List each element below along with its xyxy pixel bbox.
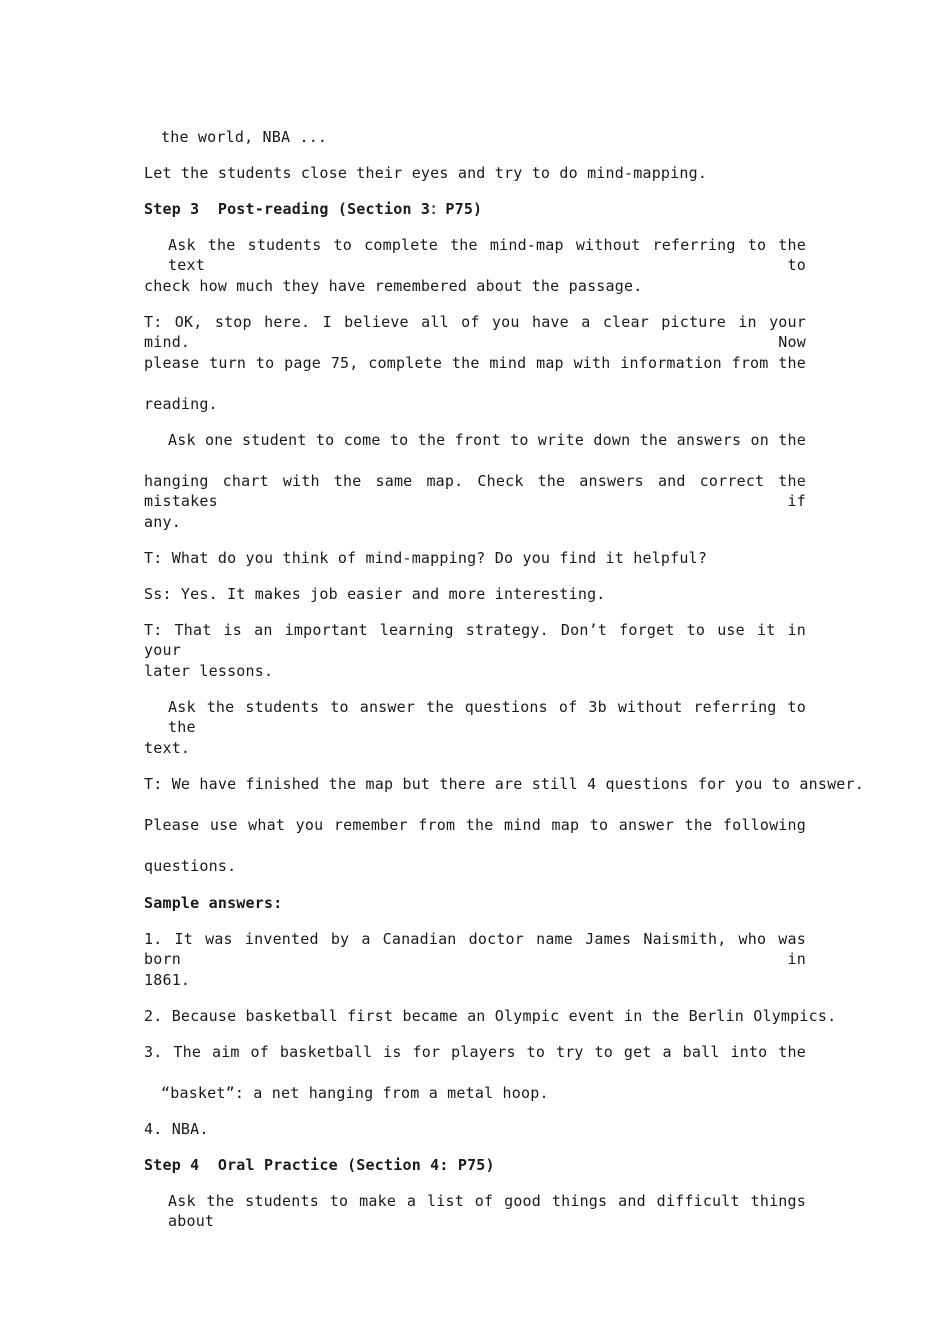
text-line: Ss: Yes. It makes job easier and more interesting. [144,585,606,603]
text-line: reading. [144,395,218,413]
text-line: please turn to page 75, complete the mind map with information from the [144,354,806,372]
text-line: questions. [144,857,237,875]
answer-2: 2. Because basketball first became an Olympic event in the Berlin Olympics. [144,1007,837,1025]
text-line: check how much they have remembered about the passage. [144,277,643,295]
text-line: Please use what you remember from the mind map to answer the following [144,816,806,834]
text-line: Let the students close their eyes and try to do mind-mapping. [144,164,708,182]
answer-1-cont: 1861. [144,971,191,989]
step4-heading: Step 4 Oral Practice (Section 4: P75) [144,1156,495,1174]
answer-1: 1. It was invented by a Canadian doctor name James Naismith, who was born in [144,930,806,968]
answer-4: 4. NBA. [144,1120,209,1138]
step3-heading: Step 3 Post-reading (Section 3：P75) [144,200,483,218]
text-line: any. [144,513,181,531]
text-line: later lessons. [144,662,274,680]
text-line: Ask one student to come to the front to write down the answers on the [168,431,806,449]
text-line: T: That is an important learning strategy. Don’t forget to use it in your [144,621,806,659]
text-line: T: OK, stop here. I believe all of you have a clear picture in your mind. Now [144,313,806,351]
text-line: T: We have finished the map but there are still 4 questions for you to answer. [144,775,864,793]
sample-answers-heading: Sample answers: [144,894,283,912]
text-line: Ask the students to make a list of good things and difficult things about [168,1192,806,1230]
text-line: Ask the students to answer the questions of 3b without referring to the [168,698,806,736]
text-line: hanging chart with the same map. Check the answers and correct the mistakes if [144,472,806,510]
text-line: Ask the students to complete the mind-map without referring to the text to [168,236,806,274]
text-line: the world, NBA ... [161,128,328,146]
answer-3-cont: “basket”: a net hanging from a metal hoop. [161,1084,549,1102]
answer-3: 3. The aim of basketball is for players to try to get a ball into the [144,1043,806,1061]
text-line: text. [144,739,191,757]
text-line: T: What do you think of mind-mapping? Do you find it helpful? [144,549,708,567]
